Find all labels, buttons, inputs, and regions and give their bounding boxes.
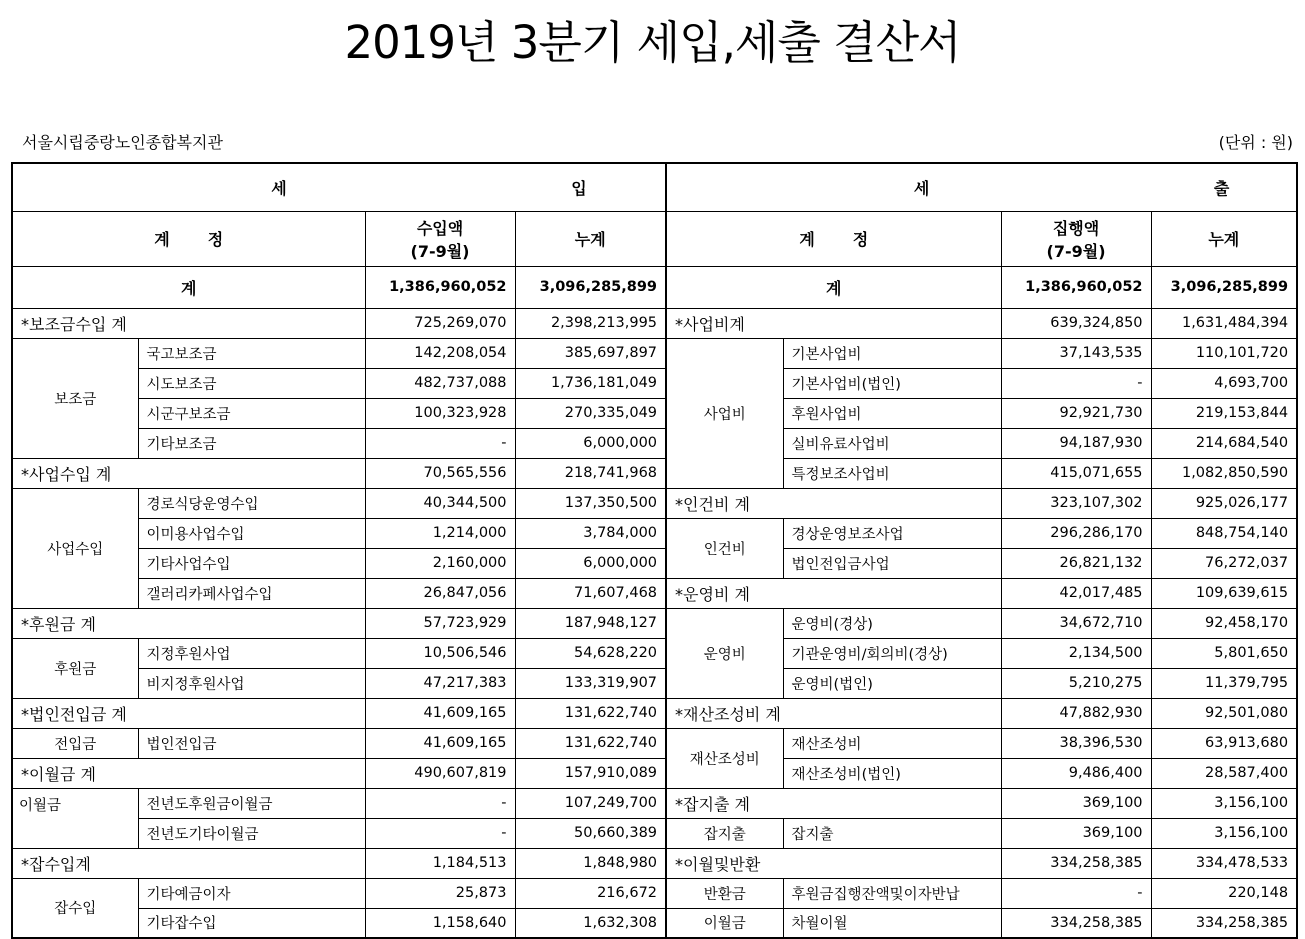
section-amount: 70,565,556 bbox=[365, 458, 515, 488]
section-cumulative: 157,910,089 bbox=[515, 758, 666, 788]
table-row bbox=[12, 908, 1297, 938]
account-label-4: 정 bbox=[852, 230, 869, 249]
item-name: 기관운영비/회의비(경상) bbox=[783, 638, 1001, 668]
account-label-2: 정 bbox=[207, 230, 224, 249]
table-row bbox=[12, 758, 1297, 788]
item-amount: 1,158,640 bbox=[365, 908, 515, 938]
item-name: 재산조성비 bbox=[783, 728, 1001, 758]
section-cumulative: 334,478,533 bbox=[1151, 848, 1297, 878]
section-amount: 41,609,165 bbox=[365, 698, 515, 728]
section-title: *후원금 계 bbox=[12, 608, 365, 638]
item-name: 기타잡수입 bbox=[138, 908, 365, 938]
revenue-account-header bbox=[12, 211, 365, 266]
item-cumulative: 63,913,680 bbox=[1151, 728, 1297, 758]
item-name: 이미용사업수입 bbox=[138, 518, 365, 548]
table-row bbox=[12, 368, 1297, 398]
item-name: 국고보조금 bbox=[138, 338, 365, 368]
item-name: 기타예금이자 bbox=[138, 878, 365, 908]
group-label: 인건비 bbox=[666, 518, 783, 578]
item-name: 차월이월 bbox=[783, 908, 1001, 938]
group-label: 잡수입 bbox=[12, 878, 138, 938]
item-amount: - bbox=[365, 818, 515, 848]
table-row bbox=[12, 698, 1297, 728]
table-row bbox=[12, 818, 1297, 848]
section-amount: 323,107,302 bbox=[1001, 488, 1151, 518]
item-amount: 92,921,730 bbox=[1001, 398, 1151, 428]
item-cumulative: 1,082,850,590 bbox=[1151, 458, 1297, 488]
item-amount: 38,396,530 bbox=[1001, 728, 1151, 758]
table-row bbox=[12, 338, 1297, 368]
section-cumulative: 1,631,484,394 bbox=[1151, 308, 1297, 338]
section-title: *이월금 계 bbox=[12, 758, 365, 788]
table-row bbox=[12, 728, 1297, 758]
item-cumulative: 71,607,468 bbox=[515, 578, 666, 608]
budget-settlement-table bbox=[11, 162, 1298, 939]
section-amount: 334,258,385 bbox=[1001, 848, 1151, 878]
section-title: *보조금수입 계 bbox=[12, 308, 365, 338]
item-amount: 37,143,535 bbox=[1001, 338, 1151, 368]
item-cumulative: 133,319,907 bbox=[515, 668, 666, 698]
total-revenue-cumulative: 3,096,285,899 bbox=[515, 266, 666, 308]
section-title: *잡수입계 bbox=[12, 848, 365, 878]
item-amount: 2,160,000 bbox=[365, 548, 515, 578]
item-amount: - bbox=[1001, 878, 1151, 908]
section-amount: 1,184,513 bbox=[365, 848, 515, 878]
section-amount: 725,269,070 bbox=[365, 308, 515, 338]
group-label: 사업비 bbox=[666, 338, 783, 488]
item-name: 재산조성비(법인) bbox=[783, 758, 1001, 788]
section-amount: 639,324,850 bbox=[1001, 308, 1151, 338]
group-label: 반환금 bbox=[666, 878, 783, 908]
section-cumulative: 3,156,100 bbox=[1151, 788, 1297, 818]
table-row bbox=[12, 878, 1297, 908]
table-row bbox=[12, 308, 1297, 338]
group-label: 이월금 bbox=[12, 788, 138, 848]
item-cumulative: 1,632,308 bbox=[515, 908, 666, 938]
expense-header-right: 출 bbox=[1213, 178, 1230, 198]
item-amount: - bbox=[1001, 368, 1151, 398]
group-label: 재산조성비 bbox=[666, 728, 783, 788]
group-label: 보조금 bbox=[12, 338, 138, 458]
item-cumulative: 848,754,140 bbox=[1151, 518, 1297, 548]
item-cumulative: 219,153,844 bbox=[1151, 398, 1297, 428]
item-name: 기본사업비 bbox=[783, 338, 1001, 368]
item-cumulative: 216,672 bbox=[515, 878, 666, 908]
revenue-header-left: 세 bbox=[271, 178, 287, 198]
group-label: 사업수입 bbox=[12, 488, 138, 608]
item-amount: 142,208,054 bbox=[365, 338, 515, 368]
section-title: *재산조성비 계 bbox=[666, 698, 1001, 728]
item-name: 지정후원사업 bbox=[138, 638, 365, 668]
section-title: *잡지출 계 bbox=[666, 788, 1001, 818]
revenue-amount-label: 수입액 bbox=[416, 218, 464, 238]
total-expense-cumulative: 3,096,285,899 bbox=[1151, 266, 1297, 308]
item-name: 법인전입금사업 bbox=[783, 548, 1001, 578]
item-name: 특정보조사업비 bbox=[783, 458, 1001, 488]
item-cumulative: 107,249,700 bbox=[515, 788, 666, 818]
item-amount: 415,071,655 bbox=[1001, 458, 1151, 488]
item-cumulative: 76,272,037 bbox=[1151, 548, 1297, 578]
table-row bbox=[12, 608, 1297, 638]
item-amount: 34,672,710 bbox=[1001, 608, 1151, 638]
section-title: *인건비 계 bbox=[666, 488, 1001, 518]
table-row bbox=[12, 668, 1297, 698]
table-row bbox=[12, 548, 1297, 578]
section-title: *이월및반환 bbox=[666, 848, 1001, 878]
item-amount: - bbox=[365, 788, 515, 818]
table-row bbox=[12, 398, 1297, 428]
item-amount: 296,286,170 bbox=[1001, 518, 1151, 548]
item-amount: 47,217,383 bbox=[365, 668, 515, 698]
expense-amount-header bbox=[1001, 211, 1151, 266]
item-cumulative: 50,660,389 bbox=[515, 818, 666, 848]
section-amount: 42,017,485 bbox=[1001, 578, 1151, 608]
revenue-header-right: 입 bbox=[571, 178, 587, 198]
table-row bbox=[12, 788, 1297, 818]
item-cumulative: 28,587,400 bbox=[1151, 758, 1297, 788]
group-label: 운영비 bbox=[666, 608, 783, 698]
item-cumulative: 220,148 bbox=[1151, 878, 1297, 908]
item-name: 후원금집행잔액및이자반납 bbox=[783, 878, 1001, 908]
table-row bbox=[12, 518, 1297, 548]
section-amount: 47,882,930 bbox=[1001, 698, 1151, 728]
account-label-1: 계 bbox=[154, 230, 170, 249]
item-name: 갤러리카페사업수입 bbox=[138, 578, 365, 608]
item-amount: 334,258,385 bbox=[1001, 908, 1151, 938]
total-row bbox=[12, 266, 1297, 308]
unit-label: (단위 : 원) bbox=[1218, 133, 1293, 152]
item-amount: 1,214,000 bbox=[365, 518, 515, 548]
item-name: 운영비(법인) bbox=[783, 668, 1001, 698]
section-cumulative: 92,501,080 bbox=[1151, 698, 1297, 728]
revenue-header bbox=[12, 163, 666, 211]
item-cumulative: 110,101,720 bbox=[1151, 338, 1297, 368]
header-row-1 bbox=[12, 163, 1297, 211]
header-row-2 bbox=[12, 211, 1297, 266]
item-amount: 25,873 bbox=[365, 878, 515, 908]
item-cumulative: 3,156,100 bbox=[1151, 818, 1297, 848]
section-title: *사업비계 bbox=[666, 308, 1001, 338]
expense-header bbox=[666, 163, 1297, 211]
section-cumulative: 2,398,213,995 bbox=[515, 308, 666, 338]
item-cumulative: 131,622,740 bbox=[515, 728, 666, 758]
item-cumulative: 6,000,000 bbox=[515, 428, 666, 458]
item-name: 경상운영보조사업 bbox=[783, 518, 1001, 548]
group-label: 전입금 bbox=[12, 728, 138, 758]
item-name: 전년도후원금이월금 bbox=[138, 788, 365, 818]
group-label: 잡지출 bbox=[666, 818, 783, 848]
organization-name: 서울시립중랑노인종합복지관 bbox=[22, 133, 223, 152]
item-name: 법인전입금 bbox=[138, 728, 365, 758]
section-amount: 490,607,819 bbox=[365, 758, 515, 788]
table-row bbox=[12, 458, 1297, 488]
table-row bbox=[12, 428, 1297, 458]
item-name: 기본사업비(법인) bbox=[783, 368, 1001, 398]
item-amount: 482,737,088 bbox=[365, 368, 515, 398]
item-amount: 26,821,132 bbox=[1001, 548, 1151, 578]
expense-amount-label: 집행액 bbox=[1052, 218, 1100, 238]
total-label-expense: 계 bbox=[666, 266, 1001, 308]
section-cumulative: 218,741,968 bbox=[515, 458, 666, 488]
revenue-period-label: (7-9월) bbox=[410, 241, 470, 261]
item-amount: 5,210,275 bbox=[1001, 668, 1151, 698]
revenue-cumulative-header: 누계 bbox=[515, 211, 666, 266]
expense-account-header bbox=[666, 211, 1001, 266]
item-name: 실비유료사업비 bbox=[783, 428, 1001, 458]
section-title: *운영비 계 bbox=[666, 578, 1001, 608]
account-label-3: 계 bbox=[799, 230, 815, 249]
group-label: 후원금 bbox=[12, 638, 138, 698]
section-cumulative: 131,622,740 bbox=[515, 698, 666, 728]
total-expense-amount: 1,386,960,052 bbox=[1001, 266, 1151, 308]
item-name: 기타사업수입 bbox=[138, 548, 365, 578]
total-revenue-amount: 1,386,960,052 bbox=[365, 266, 515, 308]
item-amount: 2,134,500 bbox=[1001, 638, 1151, 668]
item-name: 기타보조금 bbox=[138, 428, 365, 458]
section-cumulative: 187,948,127 bbox=[515, 608, 666, 638]
item-name: 비지정후원사업 bbox=[138, 668, 365, 698]
document-title: 2019년 3분기 세입,세출 결산서 bbox=[344, 16, 961, 69]
section-amount: 369,100 bbox=[1001, 788, 1151, 818]
item-cumulative: 3,784,000 bbox=[515, 518, 666, 548]
item-name: 후원사업비 bbox=[783, 398, 1001, 428]
group-label: 이월금 bbox=[666, 908, 783, 938]
section-cumulative: 109,639,615 bbox=[1151, 578, 1297, 608]
item-name: 시도보조금 bbox=[138, 368, 365, 398]
section-amount: 57,723,929 bbox=[365, 608, 515, 638]
table-row bbox=[12, 578, 1297, 608]
item-amount: 10,506,546 bbox=[365, 638, 515, 668]
section-cumulative: 1,848,980 bbox=[515, 848, 666, 878]
item-name: 시군구보조금 bbox=[138, 398, 365, 428]
item-amount: 369,100 bbox=[1001, 818, 1151, 848]
item-amount: 100,323,928 bbox=[365, 398, 515, 428]
item-amount: 41,609,165 bbox=[365, 728, 515, 758]
item-cumulative: 11,379,795 bbox=[1151, 668, 1297, 698]
item-cumulative: 92,458,170 bbox=[1151, 608, 1297, 638]
item-name: 운영비(경상) bbox=[783, 608, 1001, 638]
revenue-amount-header bbox=[365, 211, 515, 266]
item-cumulative: 137,350,500 bbox=[515, 488, 666, 518]
item-cumulative: 270,335,049 bbox=[515, 398, 666, 428]
expense-period-label: (7-9월) bbox=[1046, 241, 1106, 261]
table-row bbox=[12, 848, 1297, 878]
item-amount: 9,486,400 bbox=[1001, 758, 1151, 788]
item-amount: 40,344,500 bbox=[365, 488, 515, 518]
table-row bbox=[12, 488, 1297, 518]
expense-cumulative-header: 누계 bbox=[1151, 211, 1297, 266]
item-cumulative: 334,258,385 bbox=[1151, 908, 1297, 938]
item-cumulative: 5,801,650 bbox=[1151, 638, 1297, 668]
item-cumulative: 54,628,220 bbox=[515, 638, 666, 668]
item-cumulative: 4,693,700 bbox=[1151, 368, 1297, 398]
item-cumulative: 214,684,540 bbox=[1151, 428, 1297, 458]
item-cumulative: 6,000,000 bbox=[515, 548, 666, 578]
section-cumulative: 925,026,177 bbox=[1151, 488, 1297, 518]
item-amount: 94,187,930 bbox=[1001, 428, 1151, 458]
item-name: 잡지출 bbox=[783, 818, 1001, 848]
item-amount: - bbox=[365, 428, 515, 458]
expense-header-left: 세 bbox=[913, 178, 930, 198]
total-label: 계 bbox=[12, 266, 365, 308]
item-cumulative: 385,697,897 bbox=[515, 338, 666, 368]
item-name: 전년도기타이월금 bbox=[138, 818, 365, 848]
item-name: 경로식당운영수입 bbox=[138, 488, 365, 518]
section-title: *사업수입 계 bbox=[12, 458, 365, 488]
section-title: *법인전입금 계 bbox=[12, 698, 365, 728]
table-row bbox=[12, 638, 1297, 668]
item-cumulative: 1,736,181,049 bbox=[515, 368, 666, 398]
item-amount: 26,847,056 bbox=[365, 578, 515, 608]
